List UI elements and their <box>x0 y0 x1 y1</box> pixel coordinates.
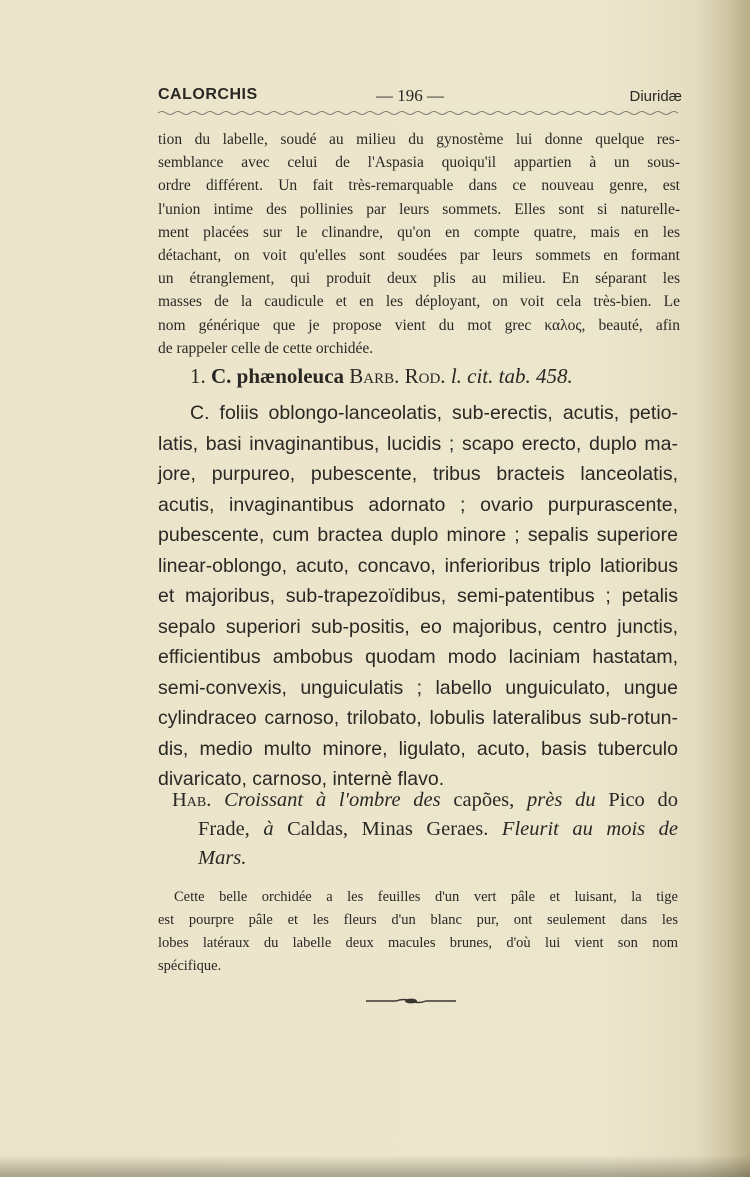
species-author: Barb. Rod. <box>349 364 446 388</box>
body-line: ordre différent. Un fait très-remarquable dans ce nouveau genre, est <box>158 177 680 195</box>
header-wavy-rule <box>158 110 680 116</box>
habitat-paragraph <box>172 786 678 873</box>
body-line: un étranglement, qui produit deux plis au milieu. En séparant les <box>158 270 680 288</box>
body-line: tion du labelle, soudé au milieu du gynostème lui donne quelque res- <box>158 131 680 148</box>
habitat-text: Croissant à l'ombre des <box>224 789 441 811</box>
note-line: spécifique. <box>158 958 222 974</box>
body-line: nom générique que je propose vient du mot grec καλος, beauté, afin <box>158 316 680 334</box>
species-number: 1. <box>190 364 206 388</box>
family-heading: Diuridæ <box>629 88 682 105</box>
diagnosis-line: latis, basi invaginantibus, lucidis ; scapo erecto, duplo ma- <box>158 432 678 455</box>
habitat-text: près du <box>527 789 596 811</box>
body-line: ment placées sur le clinandre, qu'on en compte quatre, mais en les <box>158 223 680 241</box>
remark-paragraph <box>158 886 678 978</box>
intro-paragraph <box>158 128 680 360</box>
diagnosis-line: cylindraceo carnoso, trilobato, lobulis lateralibus sub-rotun- <box>158 707 678 729</box>
diagnosis-line: linear-oblongo, acuto, concavo, inferioribus triplo latioribus <box>158 554 678 577</box>
page-number: — 196 — <box>376 86 444 105</box>
diagnosis-line: divaricato, carnoso, internè flavo. <box>158 768 445 790</box>
diagnosis-line: C. foliis oblongo-lanceolatis, sub-erectis, acutis, petio- <box>190 402 678 424</box>
habitat-text: Pico do <box>608 789 679 811</box>
habitat-line <box>172 844 678 873</box>
page-edge-shadow <box>0 1155 750 1177</box>
diagnosis-line: pubescente, cum bractea duplo minore ; sepalis superiore <box>158 524 678 546</box>
genus-heading: CALORCHIS <box>158 86 258 103</box>
habitat-text: Frade, <box>198 818 250 840</box>
habitat-text: à <box>263 818 274 840</box>
running-header <box>158 86 682 110</box>
diagnosis-line: efficientibus ambobus quodam modo laciniam hastatam, <box>158 646 678 668</box>
note-line: est pourpre pâle et les fleurs d'un blanc pur, ont seulement dans les <box>158 912 678 928</box>
habitat-text: Fleurit au mois de <box>501 818 679 840</box>
body-line: masses de la caudicule et en les déployant, on voit cela très-bien. Le <box>158 293 680 311</box>
species-name: C. phænoleuca <box>211 364 345 388</box>
diagnosis-line: dis, medio multo minore, ligulato, acuto, basis tuberculo <box>158 737 678 760</box>
habitat-text: capões, <box>453 789 515 811</box>
note-line: lobes latéraux du labelle deux macules brunes, d'où lui vient son nom <box>158 935 678 951</box>
habitat-text: Caldas, Minas Geraes. <box>287 818 489 840</box>
habitat-label: Hab. <box>172 789 212 811</box>
body-line: l'union intime des pollinies par leurs sommets. Elles sont si naturelle- <box>158 200 680 218</box>
diagnosis-line: sepalo superiori sub-positis, eo majoribus, centro junctis, <box>158 615 678 638</box>
habitat-line <box>172 786 678 815</box>
diagnosis-line: jore, purpureo, pubescente, tribus bracteis lanceolatis, <box>158 463 678 485</box>
species-reference: l. cit. tab. 458. <box>450 364 573 388</box>
latin-diagnosis <box>158 398 678 795</box>
diagnosis-line: acutis, invaginantibus adornato ; ovario purpurascente, <box>158 493 678 516</box>
habitat-text: Mars. <box>198 847 247 869</box>
note-line: Cette belle orchidée a les feuilles d'un vert pâle et luisant, la tige <box>174 889 678 905</box>
diagnosis-line: et majoribus, sub-trapezoïdibus, semi-patentibus ; petalis <box>158 585 678 607</box>
species-heading <box>190 364 680 389</box>
body-line: détachant, on voit qu'elles sont soudées par leurs sommets en formant <box>158 247 680 265</box>
body-line: semblance avec celui de l'Aspasia quoiqu'il appartien à un sous- <box>158 154 680 172</box>
habitat-line <box>172 815 678 844</box>
body-line: de rappeler celle de cette orchidée. <box>158 339 374 357</box>
diagnosis-line: semi-convexis, unguiculatis ; labello unguiculato, ungue <box>158 676 678 699</box>
end-ornament <box>366 995 456 1007</box>
